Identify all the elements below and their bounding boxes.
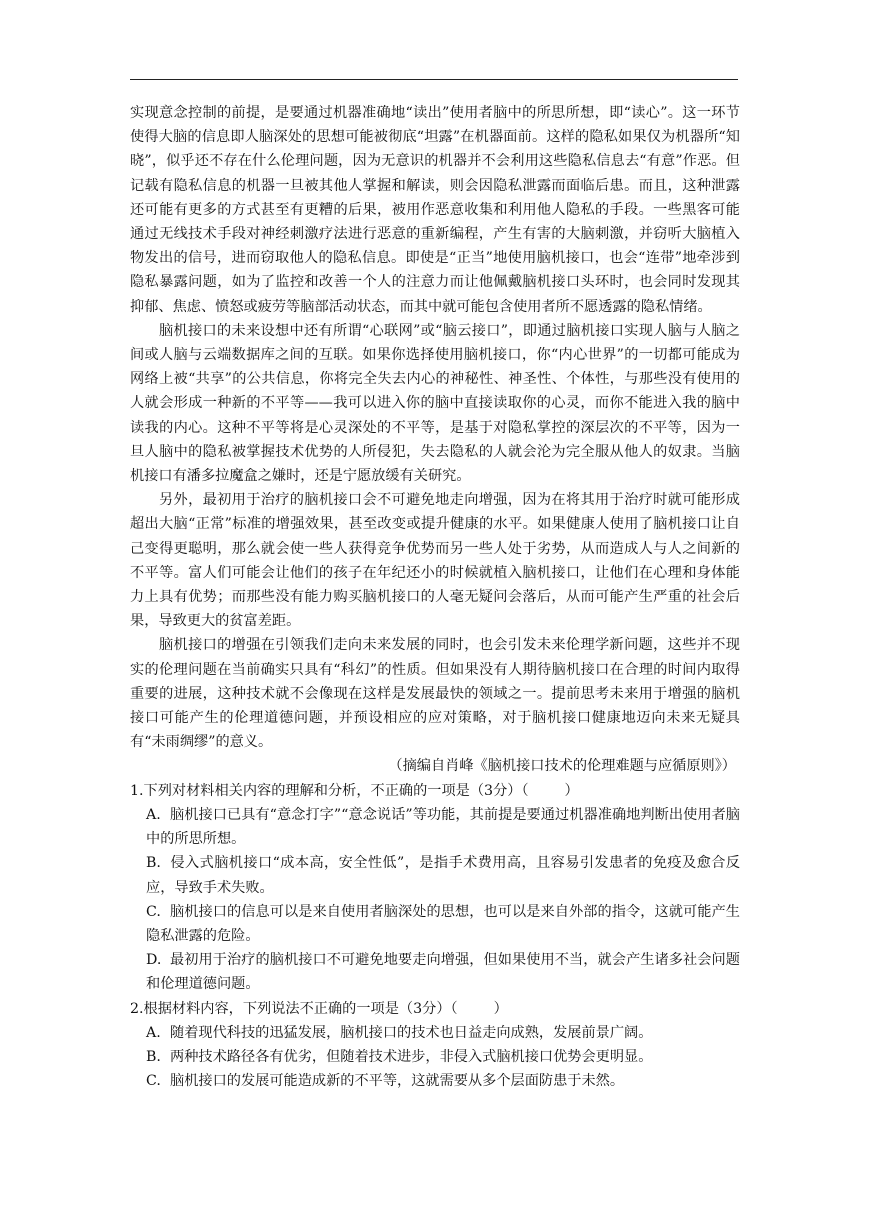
option-text: 脑机接口的发展可能造成新的不平等，这就需要从多个层面防患于未然。 bbox=[170, 1073, 625, 1090]
option-b bbox=[130, 1045, 740, 1069]
option-letter: B. bbox=[146, 855, 161, 872]
option-text: 侵入式脑机接口“成本高，安全性低”，是指手术费用高，且容易引发患者的免疫及愈合反应，导致手术失败。 bbox=[146, 855, 740, 896]
option-b bbox=[130, 851, 740, 899]
option-c bbox=[130, 900, 740, 948]
passage-paragraph-1: 实现意念控制的前提，是要通过机器准确地“读出”使用者脑中的所思所想，即“读心”。这一环节使得大脑的信息即人脑深处的思想可能被彻底“坦露”在机器面前。这样的隐私如果仅为机器所“知晓”，似乎还不存在什么伦理问题，因为无意识的机器并不会利用这些隐私信息去“有意”作恶。但记载有隐私信息的机器一旦被其他人掌握和解读，则会因隐私泄露而面临后患。而且，这种泄露还可能有更多的方式甚至有更糟的后果，被用作恶意收集和利用他人隐私的手段。一些黑客可能通过无线技术手段对神经刺激疗法进行恶意的重新编程，产生有害的大脑刺激，并窃听大脑植入物发出的信号，进而窃取他人的隐私信息。即使是“正当”地使用脑机接口，也会“连带”地牵涉到隐私暴露问题，如为了监控和改善一个人的注意力而让他佩戴脑机接口头环时，也会同时发现其抑郁、焦虑、愤怒或疲劳等脑部活动状态，而其中就可能包含使用者所不愿透露的隐私情绪。 bbox=[130, 105, 740, 315]
question-stem bbox=[130, 997, 740, 1021]
document-body bbox=[130, 101, 740, 1093]
option-text: 随着现代科技的迅猛发展，脑机接口的技术也日益走向成熟，发展前景广阔。 bbox=[170, 1024, 653, 1041]
option-letter: D. bbox=[146, 952, 162, 969]
header-rule bbox=[130, 79, 738, 80]
option-text: 脑机接口已具有“意念打字”“意念说话”等功能，其前提是要通过机器准确地判断出使用者脑中的所思所想。 bbox=[146, 806, 740, 848]
question-2 bbox=[130, 997, 740, 1094]
option-c bbox=[130, 1069, 740, 1093]
question-stem-text: 2.根据材料内容，下列说法不正确的一项是（3分）（ bbox=[130, 1000, 458, 1017]
passage-paragraph-4: 脑机接口的增强在引领我们走向未来发展的同时，也会引发未来伦理学新问题，这些并不现实的伦理问题在当前确实只具有“科幻”的性质。但如果没有人期待脑机接口在合理的时间内取得重要的进展，这种技术就不会像现在这样是发展最快的领域之一。提前思考未来用于增强的脑机接口可能产生的伦理道德问题，并预设相应的应对策略，对于脑机接口健康地迈向未来无疑具有“未雨绸缪”的意义。 bbox=[130, 637, 740, 751]
option-a bbox=[130, 1021, 740, 1045]
option-text: 两种技术路径各有优劣，但随着技术进步，非侵入式脑机接口优势会更明显。 bbox=[170, 1048, 653, 1065]
question-stem-text: 1.下列对材料相关内容的理解和分析，不正确的一项是（3分）（ bbox=[130, 782, 529, 799]
option-letter: C. bbox=[146, 1073, 161, 1090]
option-letter: A. bbox=[146, 806, 161, 823]
option-a bbox=[130, 803, 740, 851]
passage-paragraph-3: 另外，最初用于治疗的脑机接口会不可避免地走向增强，因为在将其用于治疗时就可能形成超出大脑“正常”标准的增强效果，甚至改变或提升健康的水平。如果健康人使用了脑机接口让自己变得更聪明，那么就会使一些人获得竞争优势而另一些人处于劣势，从而造成人与人之间新的不平等。富人们可能会让他们的孩子在年纪还小的时候就植入脑机接口，让他们在心理和身体能力上具有优势；而那些没有能力购买脑机接口的人毫无疑问会落后，从而可能产生严重的社会后果，导致更大的贫富差距。 bbox=[130, 492, 740, 630]
option-letter: A. bbox=[146, 1024, 161, 1041]
passage-paragraph-2: 脑机接口的未来设想中还有所谓“心联网”或“脑云接口”，即通过脑机接口实现人脑与人脑之间或人脑与云端数据库之间的互联。如果你选择使用脑机接口，你“内心世界”的一切都可能成为网络上被“共享”的公共信息，你将完全失去内心的神秘性、神圣性、个体性，与那些没有使用的人就会形成一种新的不平等——我可以进入你的脑中直接读取你的心灵，而你不能进入我的脑中读我的内心。这种不平等将是心灵深处的不平等，是基于对隐私掌控的深层次的不平等，因为一旦人脑中的隐私被掌握技术优势的人所侵犯，失去隐私的人就会沦为完全服从他人的奴隶。当脑机接口有潘多拉魔盒之嫌时，还是宁愿放缓有关研究。 bbox=[130, 322, 740, 485]
option-d bbox=[130, 948, 740, 996]
option-text: 最初用于治疗的脑机接口不可避免地要走向增强，但如果使用不当，就会产生诸多社会问题和伦理道德问题。 bbox=[146, 952, 740, 993]
question-stem bbox=[130, 779, 740, 803]
option-letter: B. bbox=[146, 1048, 161, 1065]
option-text: 脑机接口的信息可以是来自使用者脑深处的思想，也可以是来自外部的指令，这就可能产生隐私泄露的危险。 bbox=[146, 903, 740, 944]
question-stem-close: ） bbox=[564, 782, 579, 799]
question-1 bbox=[130, 779, 740, 997]
question-stem-close: ） bbox=[493, 1000, 508, 1017]
option-letter: C. bbox=[146, 903, 161, 920]
passage-citation: （摘编自肖峰《脑机接口技术的伦理难题与应循原则》） bbox=[388, 758, 736, 775]
